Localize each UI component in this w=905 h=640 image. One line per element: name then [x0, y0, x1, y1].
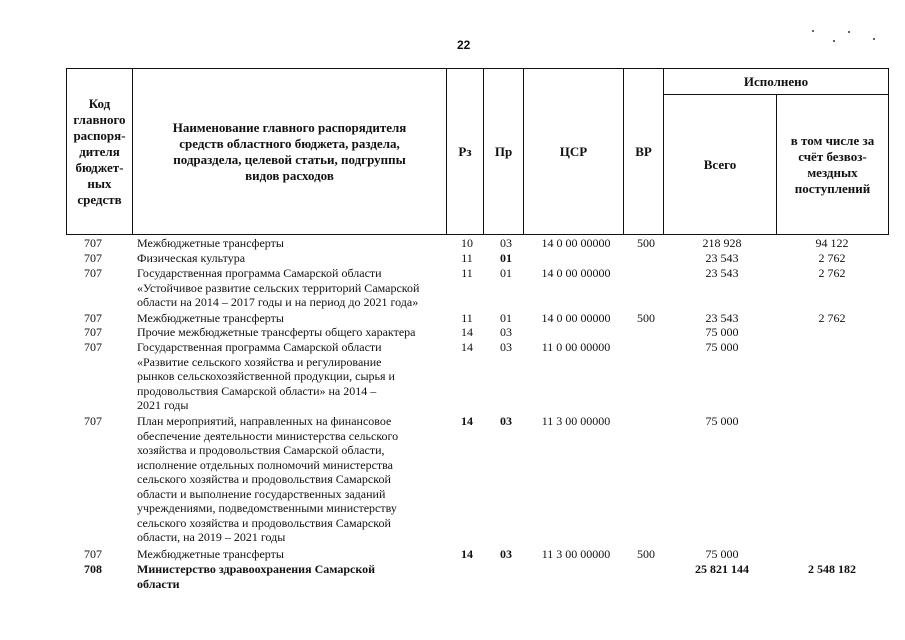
row-total: 75 000 — [705, 547, 739, 561]
row-rz: 14 — [461, 547, 473, 561]
row-total: 75 000 — [705, 340, 739, 354]
row-pr: 03 — [500, 236, 512, 250]
row-name: Государственная программа Самарской области «Устойчивое развитие сельских территорий Самарской области на 2014 – 2017 годы и на период до 2021 года» — [137, 266, 420, 309]
row-vr: 500 — [637, 236, 655, 250]
row-csr: 14 0 00 00000 — [541, 236, 611, 250]
row-total: 218 928 — [702, 236, 742, 250]
row-total: 25 821 144 — [695, 562, 749, 576]
header-name: Наименование главного распорядителя средств областного бюджета, раздела, подраздела, целевой статьи, подгруппы видов расходов — [172, 119, 407, 183]
row-incl: 94 122 — [815, 236, 849, 250]
row-incl: 2 548 182 — [808, 562, 856, 576]
header-vr: ВР — [635, 143, 652, 159]
row-code: 707 — [84, 340, 102, 354]
row-code: 707 — [84, 236, 102, 250]
scan-speck — [812, 30, 814, 32]
scan-speck — [833, 40, 835, 42]
row-rz: 10 — [461, 236, 473, 250]
row-pr: 03 — [500, 340, 512, 354]
row-pr: 01 — [500, 251, 512, 265]
row-csr: 11 3 00 00000 — [541, 547, 611, 561]
header-executed: Исполнено — [743, 73, 809, 89]
row-pr: 03 — [500, 325, 512, 339]
row-rz: 14 — [461, 340, 473, 354]
row-vr: 500 — [637, 311, 655, 325]
row-pr: 03 — [500, 414, 512, 428]
row-code: 707 — [84, 325, 102, 339]
row-total: 23 543 — [705, 266, 739, 280]
row-rz: 14 — [461, 325, 473, 339]
header-csr: ЦСР — [559, 143, 588, 159]
row-pr: 03 — [500, 547, 512, 561]
row-name: Государственная программа Самарской области «Развитие сельского хозяйства и регулирование рынков сельскохозяйственной продукции, сырья и продовольствия Самарской области» на 2014 – 2021 годы — [137, 340, 395, 412]
scan-speck — [873, 38, 875, 40]
row-code: 707 — [84, 547, 102, 561]
row-rz: 11 — [461, 311, 473, 325]
header-code: Код главного распоря- дителя бюджет- ных средств — [73, 95, 126, 207]
row-incl: 2 762 — [818, 251, 846, 265]
row-csr: 11 3 00 00000 — [541, 414, 611, 428]
row-name: Межбюджетные трансферты — [137, 311, 284, 325]
row-name: Межбюджетные трансферты — [137, 236, 284, 250]
header-total: Всего — [703, 156, 737, 172]
row-vr: 500 — [637, 547, 655, 561]
row-code: 707 — [84, 251, 102, 265]
row-incl: 2 762 — [818, 311, 846, 325]
row-total: 23 543 — [705, 251, 739, 265]
row-csr: 11 0 00 00000 — [541, 340, 611, 354]
row-csr: 14 0 00 00000 — [541, 266, 611, 280]
scan-speck — [848, 31, 850, 33]
row-incl: 2 762 — [818, 266, 846, 280]
row-rz: 11 — [461, 251, 473, 265]
row-total: 75 000 — [705, 414, 739, 428]
row-total: 23 543 — [705, 311, 739, 325]
row-code: 707 — [84, 311, 102, 325]
row-name: Физическая культура — [137, 251, 246, 265]
header-incl: в том числе за счёт безвоз- мездных поступлений — [790, 132, 875, 196]
row-name: Межбюджетные трансферты — [137, 547, 284, 561]
header-pr: Пр — [494, 143, 513, 159]
header-bottom-border — [66, 234, 888, 235]
header-rz: Рз — [458, 143, 472, 159]
row-name: Прочие межбюджетные трансферты общего характера — [137, 325, 416, 339]
row-pr: 01 — [500, 311, 512, 325]
row-rz: 14 — [461, 414, 473, 428]
row-pr: 01 — [500, 266, 512, 280]
row-name: Министерство здравоохранения Самарской области — [137, 562, 376, 591]
row-name: План мероприятий, направленных на финансовое обеспечение деятельности министерства сельского хозяйства и продовольствия Самарской области, исполнение отдельных полномочий министерства сельского хозяйства и продовольствия Самарской области и выполнение государственных заданий учреждениями, подведомственными министерству сельского хозяйства и продовольствия Самарской области, на 2019 – 2021 годы — [137, 414, 399, 544]
row-code: 707 — [84, 414, 102, 428]
header-col-border — [888, 68, 889, 235]
row-rz: 11 — [461, 266, 473, 280]
row-code: 708 — [84, 562, 102, 576]
row-total: 75 000 — [705, 325, 739, 339]
page-number: 22 — [457, 38, 471, 52]
row-code: 707 — [84, 266, 102, 280]
row-csr: 14 0 00 00000 — [541, 311, 611, 325]
